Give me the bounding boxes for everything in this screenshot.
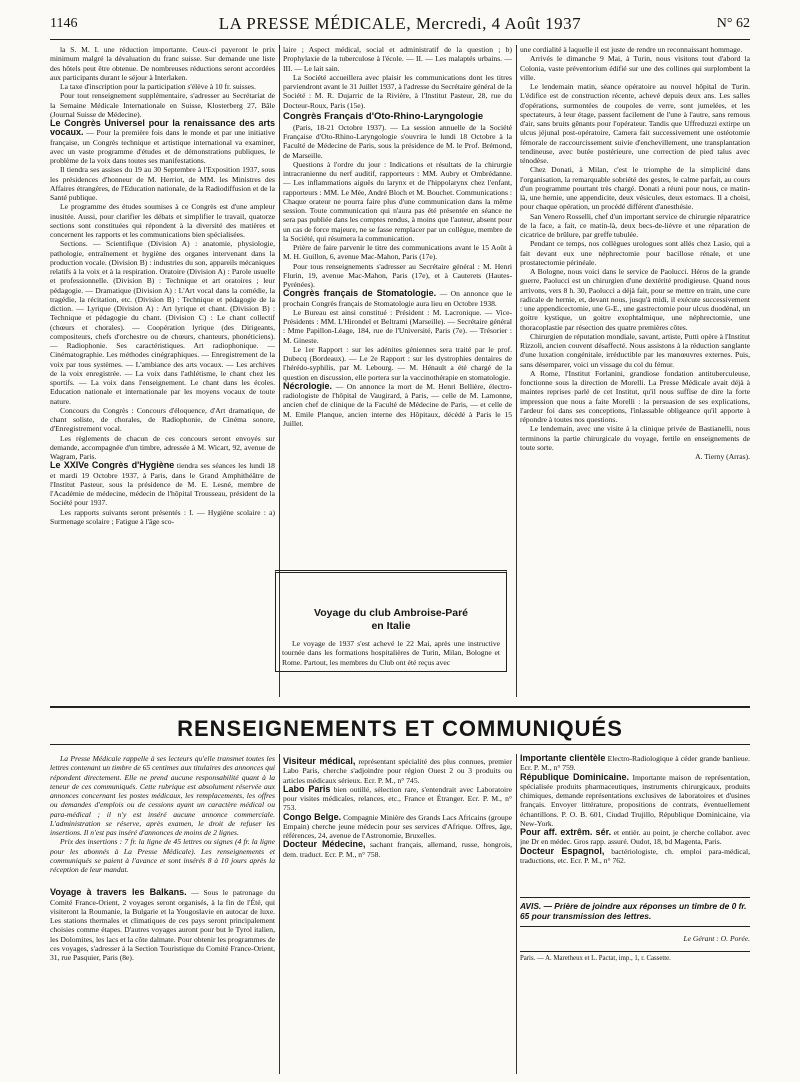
republique-text: Importante maison de représentation, spécialisée produits pharmaceutiques, instruments chirurgicaux, produits chimiques, demande représentations exclusives de laboratoires et d'usines français. Envoyer littérature, propositions de contrats, éventuellement échantillons. P. O. B. 601, Ciudad Trujillo, République Dominicaine, via New-York. (520, 772, 750, 828)
voyage-article-title (276, 607, 506, 633)
newspaper-page (50, 0, 750, 1082)
orl-paragraph: Questions à l'ordre du jour : Indications et résultats de la chirurgie intracranienne du nerf auditif, rapporteurs : MM. Aubry et Ombrédanne. — Les inflammations aiguës du larynx et de l'hippolarynx chez l'enfant, rapporteurs : MM. Le Mée, André Bloch et M. Bouchet. Communications : Chaque orateur ne pourra faire plus d'une communication dans la même session. Toute communication qui n'aura pas été présentée en séance ne sera pas publiée dans les comptes rendus, à moins que l'auteur, absent pour un cas de force majeure, ne se fasse remplacer par un collègue, membre de la Société, qui résumera la communication. (283, 159, 512, 243)
voyage-paragraph: A Rome, l'Institut Forlanini, grandiose fondation antituberculeuse, fonctionne sous la direction de Morelli. La Presse Médicale avait déjà à maintes reprises parlé de cet Institut, qu'il nous suffise de dire la forte impression que nous a faite Morelli : la persuasion de ses explications, l'ardeur foi dans ses conceptions, l'inlassable obligeance qu'il apporte à répondre à toutes nos questions. (520, 368, 750, 424)
espagnol-text: bactériologiste, ch. emploi para-médical, traductions, etc. Ecr. P. M., n° 762. (520, 846, 750, 865)
issue-number: N° 62 (716, 16, 750, 31)
congres-paragraph: Concours du Congrès : Concours d'éloquence, d'Art dramatique, de chant soliste, de chorales, de Radiophonie, de Cinéma sonore, d'Enregistrement vocal. (50, 405, 275, 434)
title-line: Voyage du club Ambroise-Paré (313, 607, 469, 619)
balkans-text: — Sous le patronage du Comité France-Orient, 2 voyages seront organisés, à la fin de l'Été, qui visiteront la Roumanie, la Bulgarie et la Yougoslavie en autocar de luxe. Les stations thermales et climatiques de ces pays seront principalement choisies comme étapes. D'autres voyages auront pour but le Tyrol italien, les Dolomites, les lacs et la côte dalmate. Pour obtenir les programmes de ces voyages, s'adresser à la Section Touristique du Comité France-Orient, 31, rue Pasquier, Paris (8e). (50, 888, 275, 962)
labo-heading: Labo Paris (283, 783, 331, 794)
voyage-paragraph: Arrivés le dimanche 9 Mai, à Turin, nous visitons tout d'abord la Colonia, vaste préventorium édifié sur une des collines qui surplombent la ville. (520, 54, 750, 82)
voyage-paragraph: San Venero Rosselli, chef d'un important service de chirurgie réparatrice de la face, a fait, ce matin-là, deux becs-de-lièvre et une réparation de cicatrice de brûlure, par greffe tubulée. (520, 211, 750, 239)
intro-paragraph: La taxe d'inscription pour la participation s'élève à 10 fr. suisses. (60, 82, 256, 91)
voyage-paragraph: Pendant ce temps, nos collègues urologues sont allés chez Lasio, qui a fait devant eux une néphrectomie pour bacillose rénale, et une prostatectomie périnéale. (520, 239, 750, 267)
column-divider (516, 754, 517, 1074)
hygiene-heading: Le XXIVe Congrès d'Hygiène (50, 460, 175, 471)
section-banner: RENSEIGNEMENTS ET COMMUNIQUÉS (177, 716, 623, 741)
congres-paragraph: Il tiendra ses assises du 19 au 30 Septembre à l'Exposition 1937, sous les présidences d'honneur de M. Herriot, de MM. les Ministres des Affaires étrangères, de l'Education nationale, de la Radiodiffusion et de la Santé publique. (50, 165, 275, 202)
stomato-paragraph: Le Bureau est ainsi constitué : Président : M. Lacronique. — Vice-Présidents : MM. L'Hirondel et Beltrami (Marseille). — Secrétaire général : Mme Papillon-Léage, 184, rue de l'Université, Paris (7e). — Trésorier : M. Gineste. (283, 307, 512, 345)
congres-paragraph: Sections. — Scientifique (Division A) : anatomie, physiologie, pathologie, entraînement et hygiène des organes intervenant dans la production vocale. (Division B) : industries du son, appareils mécaniques relatifs à la voix et à la respiration. Oratoire (Division A) : Parole usuelle et professionnelle. (Division B) : Technique et art oratoires ; leur pédagogie. — Dramatique (Division A) : L'Art vocal dans la comédie, la tragédie, la récitation, etc. (Division B) : Technique et pédagogie de la diction. — Lyrique (Division A) : Art lyrique et chant. (Division B) : Technique et pédagogie du chant. (Division C) : Le chant collectif (chœurs et chorales). — Coopération lyrique (des Dirigeants, compositeurs, chefs d'orchestre ou de chœurs, chanteurs, phonéticiens). — Radiophonie. Ses caractéristiques. Art radiophonique. — Cinématographie. Les méthodes cinégraphiques. — Enregistrement de la voix par tous systèmes. — L'ambiance des arts vocaux. — Les archives de la voix enregistrée. — La voix dans l'athlétisme, le chant chez les sportifs. — La voix dans l'enseignement. Le chant dans les écoles. Education nationale et internationale par les moyens vocaux de toute nature. (50, 239, 275, 406)
espagnol-heading: Docteur Espagnol, (520, 845, 605, 856)
orl-heading: Congrès Français d'Oto-Rhino-Laryngologie (283, 110, 484, 122)
imprint-rule (520, 951, 750, 952)
header-rule (50, 39, 750, 40)
necrologie-text: — On annonce la mort de M. Henri Bellière, électro-radiologiste de l'hôpital de Vaugirard, à Paris, — celle de M. Lamonne, ancien chef de clinique de la Faculté de Médecine de Paris, — et celle de M. Emile Planque, ancien interne des Hôpitaux, décédé à Paris le 15 Juillet. (283, 381, 512, 428)
ads-column-1 (50, 754, 275, 1074)
balkans-heading: Voyage à travers les Balkans. (50, 887, 187, 898)
avis-rule-top (520, 897, 750, 898)
voyage-article-text: Le voyage de 1937 s'est achevé le 22 Mai, après une instructive tournée dans les formations hospitalières de Turin, Milan, Bologne et Rome. Partout, les membres du Club ont été reçus avec (282, 639, 500, 667)
intro-paragraph: la S. M. I. une réduction importante. Ceux-ci payeront le prix minimum malgré la dévaluation du franc suisse. Sur demande une liste des hôtels peut être obtenue. De nombreuses réductions seront accordées aux participants durant le séjour à Interlaken. (50, 45, 275, 82)
page-header (50, 14, 750, 36)
banner-rule-bottom (50, 744, 750, 745)
voyage-paragraph: Le lendemain matin, séance opératoire au nouvel hôpital de Turin. L'édifice est de construction récente, achevé depuis deux ans. Les salles d'opérations, surmontées de coupoles de verre, sont jumelées, et les spectateurs, à leur étage, passent facilement de l'une à l'autre, sans remous d'air, sans bruits gênants pour l'opérateur. Tandis que Uffreduzzi extirpe un ulcus jéjunal post-opératoire, Camera fait successivement une ostéotomie fémorale de raccourcissement suivie d'enchevillement, une transplantation tendineuse, avec butée postérieure, une correction de pied talus avec ténodèse. (520, 82, 750, 165)
intro-paragraph: Pour tout renseignement supplémentaire, s'adresser au Secrétariat de la Semaine Médicale Internationale en Suisse, Klosterberg 27, Bâle (Journal Suisse de Médecine). (50, 91, 275, 119)
column-3 (520, 45, 750, 700)
voyage-paragraph: une cordialité à laquelle il est juste de rendre un reconnaissant hommage. (520, 45, 743, 54)
orl-paragraph: (Paris, 18-21 Octobre 1937). — La session annuelle de la Société Française d'Oto-Rhino-Laryngologie s'ouvrira le lundi 18 Octobre à la Faculté de Médecine de Paris, sous la présidence de M. le Prof. Brémond, de Marseille. (283, 122, 512, 160)
docteur-heading: Docteur Médecine, (283, 839, 366, 850)
notice-paragraph: Prix des insertions : 7 fr. la ligne de 45 lettres ou signes (4 fr. la ligne pour les abonnés à La Presse Médicale). Les renseignements et communiqués se paient à l'avance et sont insérés 8 à 10 jours après la réception de leur mandat. (50, 837, 275, 874)
visiteur-text: représentant spécialité des plus connues, premier Labo Paris, cherche s'adjoindre pour région Ouest 2 ou 3 produits ou articles médicaux sérieux. Ecr. P. M., n° 745. (283, 757, 512, 785)
orl-paragraph: Pour tous renseignements s'adresser au Secrétaire général : M. Henri Flurin, 19, avenue Mac-Mahon, Paris (17e), et à Cauterets (Hautes-Pyrénées). (283, 261, 512, 289)
voyage-paragraph: Le lendemain, avec une visite à la clinique privée de Bastianelli, nous terminons la partie chirurgicale du voyage, fertile en enseignements de toute sorte. (520, 424, 750, 452)
column-divider (279, 754, 280, 1074)
avis-block (520, 901, 750, 921)
continued-paragraph: laire ; Aspect médical, social et administratif de la question ; b) Prophylaxie de la tuberculose à l'école. — II. — Les malaptés urbains. — III. — Le lait sain. (283, 45, 512, 73)
article-signature: A. Tierny (Arras). (695, 452, 750, 461)
page-number: 1146 (50, 16, 78, 31)
column-1 (50, 45, 275, 697)
page-title: LA PRESSE MÉDICALE, Mercredi, 4 Août 1937 (218, 14, 582, 33)
republique-heading: République Dominicaine. (520, 771, 630, 782)
stomato-paragraph: Le 1er Rapport : sur les adénites géniennes sera traité par le prof. Dubecq (Bordeaux). — Le 2e Rapport : sur les dystrophies dentaires de l'hérédo-syphilis, par M. Lebourg. — M. Hénault a été chargé de la question en discussion, elle portera sur la vaccinothérapie en stomatologie. (283, 344, 512, 382)
congo-text: Compagnie Minière des Grands Lacs Africains (groupe Empain) cherche jeune médecin pour ses services d'Afrique. Offres, âge, références, 24, avenue de l'Astronomie, Bruxelles. (283, 812, 512, 840)
congres-text: — Pour la première fois dans le monde et par une initiative française, un Congrès technique et artistique international va examiner, avec un vaste programme d'études et de démonstrations publiques, le problème de la voix dans toutes ses manifestations. (50, 128, 275, 165)
banner-rule-top (50, 706, 750, 708)
avis-rule-bottom (520, 926, 750, 927)
imprint-line: Paris. — A. Maretheux et L. Pactat, imp., 1, r. Cassette. (520, 955, 671, 962)
gerant-line: Le Gérant : O. Porée. (683, 934, 750, 943)
ads-column-2 (283, 754, 512, 1074)
voyage-paragraph: A Bologne, nous voici dans le service de Paolucci. Héros de la grande guerre, Paolucci est un chirurgien d'une dextérité prodigieuse. Quand nous arrivons, vers 8 h. 30, Paolucci a déjà fait, pour se mettre en train, une cure radicale de hernie, et, devant nous, jusqu'à midi, il exécute successivement : une appendicectomie, une G-E., une gastrectomie pour ulcus duodénal, un goitre kystique, un goitre exophtalmique, une néphrectomie, une thoracoplastie par résection des quatre premières côtes. (520, 267, 750, 332)
notice-paragraph: La Presse Médicale rappelle à ses lecteurs qu'elle transmet toutes les lettres contenant un timbre de 65 centimes aux titulaires des annonces qui répondent directement. Elle ne prend aucune responsabilité quant à la teneur de ces communiqués. Cette rubrique est absolument réservée aux annonces concernant les postes médicaux, les remplacements, les offres ou demandes d'emplois ou de cessions ayant un caractère médical ou para-médical ; il n'y est inséré aucune annonce commerciale. L'administration se réserve, après examen, le droit de refuser les insertions. Il n'est pas inséré d'annonces de moins de 2 lignes. (50, 754, 275, 837)
stomato-text: — On annonce que le prochain Congrès français de Stomatologie aura lieu en Octobre 1938. (283, 289, 512, 308)
labo-text: bien outillé, sélection rare, s'entendrait avec Laboratoire pour visites médicales, relances, etc., France et Étranger. Ecr. P. M., n° 753. (283, 784, 512, 813)
extrem-heading: Pour aff. extrêm. sér. (520, 827, 612, 837)
column-divider (516, 45, 517, 697)
congres-paragraph: Le programme des études soumises à ce Congrès est d'une ampleur inusitée. Aussi, pour clarifier les débats et simplifier le travail, quatorze sections sont constituées qui répondent à la diversité des matières et concernent les rapports et les communications bien spécialisées. (50, 202, 275, 239)
congres-heading: Le Congrès Universel pour la renaissance des arts vocaux. (50, 118, 275, 138)
voyage-paragraph: Chirurgien de réputation mondiale, savant, artiste, Putti opère à l'Institut Rizzoli, ancien couvent désaffecté. Nous assistons à la réduction sanglante d'une luxation congénitale, irréductible par les manœuvres externes. Puis, sans désemparer, voici un vissage du col du fémur. (520, 331, 750, 369)
title-line: en Italie (371, 620, 411, 632)
voyage-paragraph: Chez Donati, à Milan, c'est le triomphe de la simplicité dans l'organisation, la remarquable sobriété des gestes, le calme parfait, au cours d'un programme pourtant très chargé. Donati a réuni pour nous, ce matin-là, une hernie, une appendicite, deux vésicules, deux estomacs. Il a choisi, pour chaque opération, un procédé différent d'anesthésie. (520, 165, 750, 212)
avis-text: AVIS. — Prière de joindre aux réponses un timbre de 0 fr. 65 pour transmission des lettres. (520, 901, 747, 921)
docteur-text: sachant français, allemand, russe, hongrois, dem. traduct. Ecr. P. M., n° 758. (283, 840, 512, 859)
necrologie-heading: Nécrologie. (283, 380, 333, 391)
hygiene-paragraph: Les rapports suivants seront présentés : I. — Hygiène scolaire : a) Surmenage scolaire ; Fatigue à l'âge sco- (50, 507, 275, 526)
voyage-article-box (275, 570, 507, 672)
clientele-text: Electro-Radiologique à céder grande banlieue. Ecr. P. M., n° 759. (520, 754, 750, 773)
stomato-heading: Congrès français de Stomatologie. (283, 288, 437, 299)
hygiene-text: tiendra ses séances les lundi 18 et mardi 19 Octobre 1937, à Paris, dans le Grand Amphithéâtre de l'Institut Pasteur, sous la présidence de M. E. Lesné, membre de l'Académie de médecine, médecin de l'hôpital Trousseau, président de la Société pour 1937. (50, 461, 275, 508)
congo-heading: Congo Belge. (283, 811, 342, 822)
orl-paragraph: Prière de faire parvenir le titre des communications avant le 15 Août à M. H. Guillon, 6, avenue Mac-Mahon, Paris (17e). (283, 243, 512, 262)
clientele-heading: Importante clientèle (520, 754, 606, 763)
column-2 (283, 45, 512, 560)
congres-paragraph: Les règlements de chacun de ces concours seront envoyés sur demande, accompagnée d'un timbre, adressée à M. Wicart, 92, avenue de Wagram, Paris. (50, 433, 275, 461)
hygiene-paragraph: La Société accueillera avec plaisir les communications dont les titres parviendront avant le 31 Juillet 1937, à l'adresse du Secrétaire général de la Société : M. R. Dujarric de la Rivière, à l'Institut Pasteur, 28, rue du Docteur-Roux, Paris (15e). (283, 72, 512, 110)
extrem-text: et entièr. au point, je cherche collabor. avec jne Dr en médec. Gros rapp. assuré. Oudot, 18, bd Magenta, Paris. (520, 828, 750, 847)
visiteur-heading: Visiteur médical, (283, 756, 356, 766)
